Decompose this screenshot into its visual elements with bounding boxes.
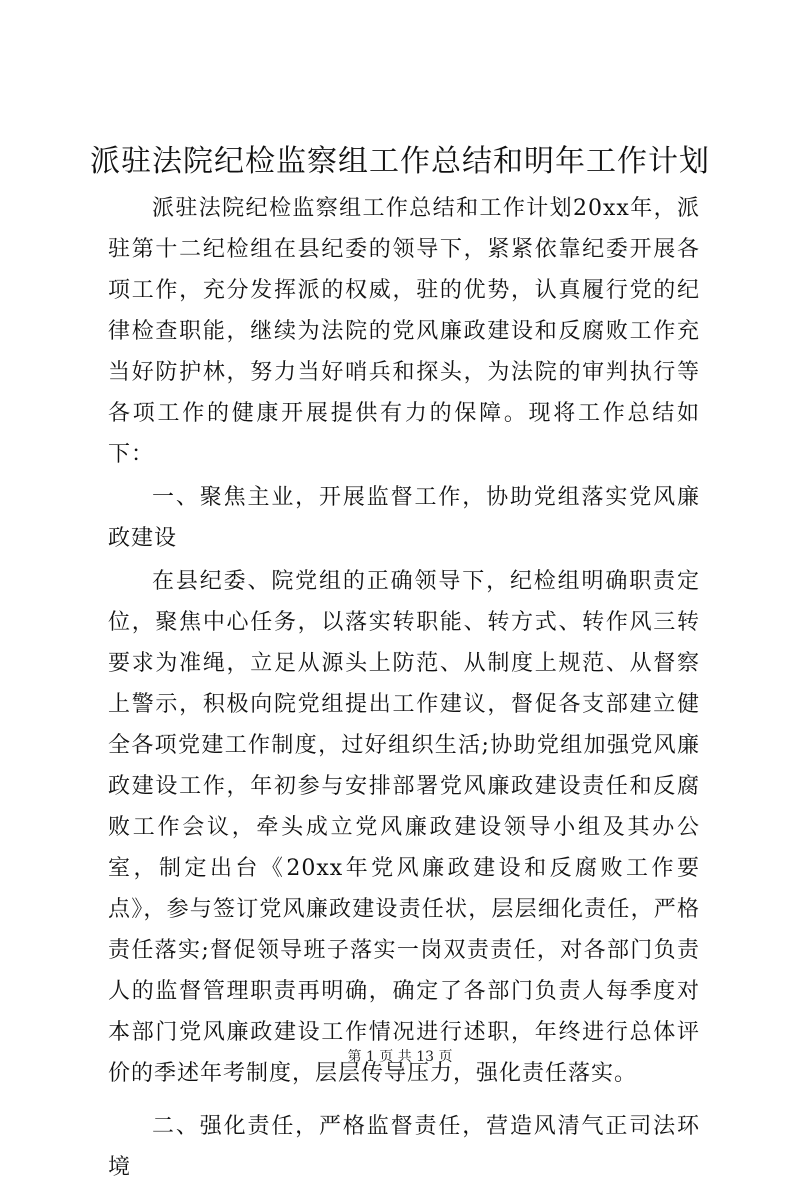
paragraph-intro: 派驻法院纪检监察组工作总结和工作计划20xx年，派驻第十二纪检组在县纪委的领导下，紧紧依靠纪委开展各项工作，充分发挥派的权威，驻的优势，认真履行党的纪律检查职能，继续为法院的党风廉政建设和反腐败工作充当好防护林，努力当好哨兵和探头，为法院的审判执行等各项工作的健康开展提供有力的保障。现将工作总结如下：	[108, 196, 700, 467]
paragraph-section-1: 在县纪委、院党组的正确领导下，纪检组明确职责定位，聚焦中心任务，以落实转职能、转方式、转作风三转要求为准绳，立足从源头上防范、从制度上规范、从督察上警示，积极向院党组提出工作建议，督促各支部建立健全各项党建工作制度，过好组织生活;协助党组加强党风廉政建设工作，年初参与安排部署党风廉政建设责任和反腐败工作会议，牵头成立党风廉政建设领导小组及其办公室，制定出台《20xx年党风廉政建设和反腐败工作要点》，参与签订党风廉政建设责任状，层层细化责任，严格责任落实;督促领导班子落实一岗双责责任，对各部门负责人的监督管理职责再明确，确定了各部门负责人每季度对本部门党风廉政建设工作情况进行述职，年终进行总体评价的季述年考制度，层层传导压力，强化责任落实。	[108, 569, 700, 1086]
page-number-footer: 第 1 页 共 13 页	[347, 1049, 453, 1065]
section-heading-1: 一、聚焦主业，开展监督工作，协助党组落实党风廉政建设	[108, 485, 700, 551]
section-heading-2: 二、强化责任，严格监督责任，营造风清气正司法环境	[108, 1114, 700, 1180]
document-title: 派驻法院纪检监察组工作总结和明年工作计划	[90, 144, 710, 179]
document-body	[108, 188, 700, 1190]
